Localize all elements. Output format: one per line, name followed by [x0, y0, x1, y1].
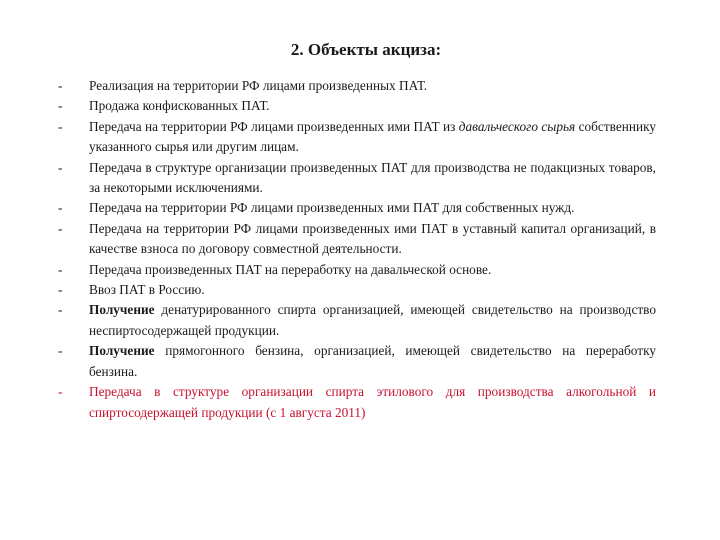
list-item-text: Передача на территории РФ лицами произведенных ими ПАТ в уставный капитал организаций, в качестве взноса по договору совместной деятельности. [89, 220, 656, 257]
list-item-text: Передача в структуре организации произведенных ПАТ для производства не подакцизных товаров, за некоторыми исключениями. [89, 159, 656, 196]
list-item-text: Передача произведенных ПАТ на переработку на давальческой основе. [89, 261, 492, 277]
list-dash: - [58, 159, 63, 175]
list-dash: - [58, 282, 63, 298]
list-dash: - [58, 302, 63, 318]
list-item-text: Реализация на территории РФ лицами произведенных ПАТ. [89, 78, 428, 93]
list-dash: - [58, 118, 63, 134]
list-item-text [89, 117, 656, 158]
list-item-text: Ввоз ПАТ в Россию. [89, 282, 205, 298]
list-item-text: Продажа конфискованных ПАТ. [89, 98, 270, 114]
italic-term: давальческого сырья [458, 118, 576, 134]
list-dash: - [58, 343, 63, 359]
list-item-text-part: собственнику указанного сырья или другим лицам. [89, 118, 656, 155]
list-item [58, 76, 656, 96]
list-item-text-part: Передача на территории РФ лицами произведенных ими ПАТ из [89, 118, 459, 134]
list-item-text: Передача на территории РФ лицами произведенных ими ПАТ для собственных нужд. [89, 200, 575, 216]
list-item-text [89, 300, 656, 341]
list-item-text: Передача в структуре организации спирта этилового для производства алкогольной и спиртосодержащей продукции (с 1 августа 2011) [89, 384, 656, 420]
bold-term: Получение [89, 302, 155, 318]
list-item-text-part: прямогонного бензина, организацией, имеющей свидетельство на переработку бензина. [89, 343, 656, 379]
list-item [58, 341, 656, 382]
list-item-highlighted [58, 382, 656, 423]
list-dash: - [58, 220, 63, 236]
list-dash: - [58, 98, 63, 114]
bold-term: Получение [89, 343, 155, 359]
list-dash: - [58, 200, 63, 216]
page-title: 2. Объекты акциза: [290, 40, 442, 59]
list-dash: - [58, 384, 63, 400]
list-item-text-part: денатурированного спирта организацией, имеющей свидетельство на производство неспиртосодержащей продукции. [89, 302, 656, 338]
list-dash: - [58, 261, 63, 277]
list-item [58, 96, 656, 116]
excise-objects-list [58, 76, 656, 423]
list-item [58, 117, 656, 158]
list-item-text [89, 341, 656, 382]
list-item [58, 198, 656, 218]
list-item [58, 300, 656, 341]
list-item [58, 219, 656, 260]
list-item [58, 280, 656, 300]
list-dash: - [58, 78, 63, 93]
list-item [58, 158, 656, 199]
list-item [58, 260, 656, 280]
